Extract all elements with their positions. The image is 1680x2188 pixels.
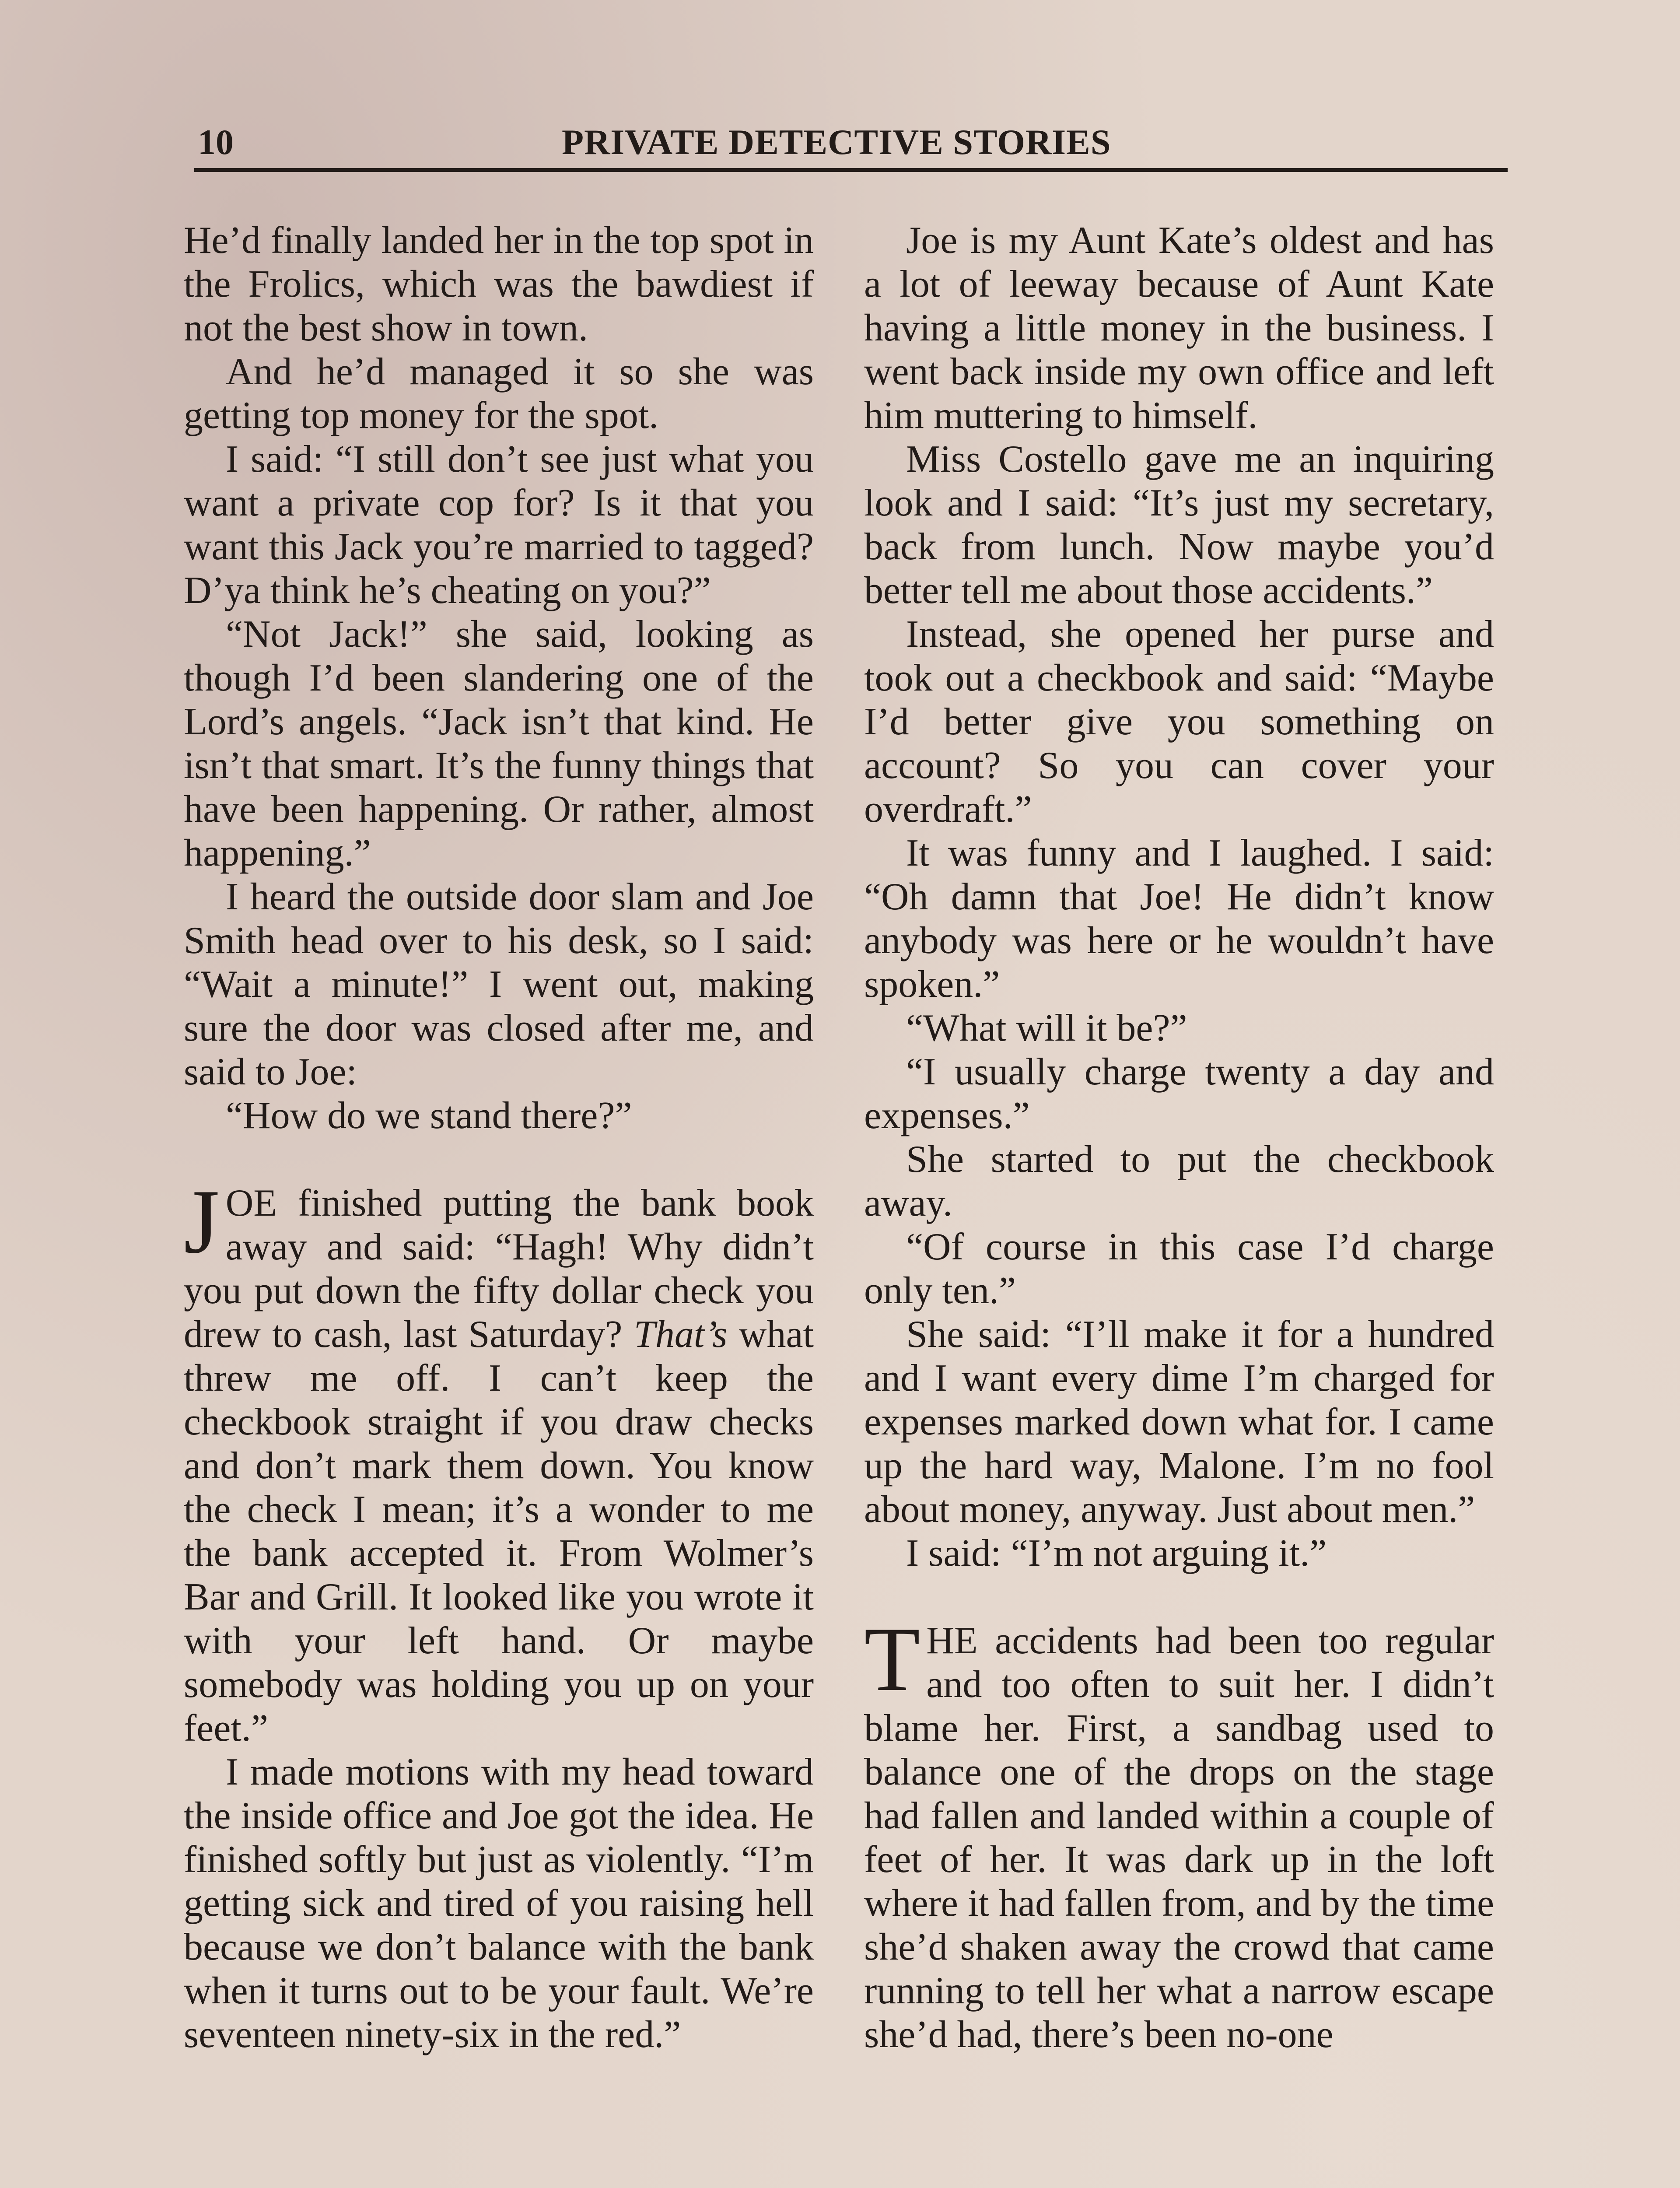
- paragraph: I heard the outside door slam and Joe Smith head over to his desk, so I said: “Wait a minute!” I went out, making sure the door was closed after me, and said to Joe:: [184, 876, 814, 1093]
- paragraph: “Of course in this case I’d charge only ten.”: [864, 1226, 1494, 1312]
- emphasis-text: That’s: [634, 1313, 728, 1356]
- running-head: PRIVATE DETECTIVE STORIES: [562, 122, 1111, 162]
- section-paragraph: [184, 1171, 814, 1750]
- paragraph: I said: “I’m not arguing it.”: [906, 1532, 1327, 1574]
- page-number: 10: [198, 122, 234, 162]
- paragraph: Miss Costello gave me an inquiring look and I said: “It’s just my secretary, back from lunch. Now maybe you’d better tell me about those accidents.”: [864, 438, 1494, 612]
- paragraph: He’d finally landed her in the top spot in the Frolics, which was the bawdiest if not the best show in town.: [184, 219, 814, 349]
- paragraph: “Not Jack!” she said, looking as though I’d been slandering one of the Lord’s angels. “Jack isn’t that kind. He isn’t that smart. It’s the funny things that have been happening. Or rather, almost happening.”: [184, 613, 814, 874]
- paragraph: “I usually charge twenty a day and expenses.”: [864, 1051, 1494, 1137]
- paragraph: She started to put the checkbook away.: [864, 1138, 1494, 1224]
- right-column: [864, 219, 1494, 2057]
- paragraph: I said: “I still don’t see just what you want a private cop for? Is it that you want this Jack you’re married to tagged? D’ya think he’s cheating on you?”: [184, 438, 814, 612]
- paragraph: And he’d managed it so she was getting top money for the spot.: [184, 351, 814, 437]
- drop-cap: J: [184, 1171, 220, 1273]
- paragraph-text: what threw me off. I can’t keep the checkbook straight if you draw checks and don’t mark them down. You know the check I mean; it’s a wonder to me the bank accepted it. From Wolmer’s Bar and Grill. It looked like you wrote it with your left hand. Or maybe somebody was holding you up on your feet.”: [184, 1313, 814, 1750]
- paragraph: Joe is my Aunt Kate’s oldest and has a lot of leeway because of Aunt Kate having a little money in the business. I went back inside my own office and left him muttering to himself.: [864, 219, 1494, 437]
- section-break: [864, 1575, 1494, 1619]
- paragraph-text: OE finished putting the bank book away and said: “Hagh! Why didn’t you put down the fifty dollar check you drew to cash, last Saturday?: [184, 1182, 814, 1356]
- left-column: [184, 219, 814, 2057]
- paragraph: I made motions with my head toward the inside office and Joe got the idea. He finished softly but just as violently. “I’m getting sick and tired of you raising hell because we don’t balance with the bank when it turns out to be your fault. We’re seventeen ninety-six in the red.”: [184, 1751, 814, 2056]
- paragraph: She said: “I’ll make it for a hundred and I want every dime I’m charged for expenses marked down what for. I came up the hard way, Malone. I’m no fool about money, anyway. Just about men.”: [864, 1313, 1494, 1531]
- paragraph-text: HE accidents had been too regular and too often to suit her. I didn’t blame her. First, a sandbag used to balance one of the drops on the stage had fallen and landed within a couple of feet of her. It was dark up in the loft where it had fallen from, and by the time she’d shaken away the crowd that came running to tell her what a narrow escape she’d had, there’s been no-one: [864, 1620, 1494, 2056]
- section-paragraph: [864, 1609, 1494, 2057]
- section-break: [184, 1138, 814, 1182]
- paragraph: It was funny and I laughed. I said: “Oh damn that Joe! He didn’t know anybody was here or he wouldn’t have spoken.”: [864, 832, 1494, 1006]
- paragraph: “What will it be?”: [906, 1007, 1187, 1049]
- header-rule: [194, 168, 1508, 172]
- drop-cap: T: [864, 1609, 920, 1710]
- paragraph: “How do we stand there?”: [226, 1094, 632, 1137]
- paragraph: Instead, she opened her purse and took out a checkbook and said: “Maybe I’d better give you something on account? So you can cover your overdraft.”: [864, 613, 1494, 831]
